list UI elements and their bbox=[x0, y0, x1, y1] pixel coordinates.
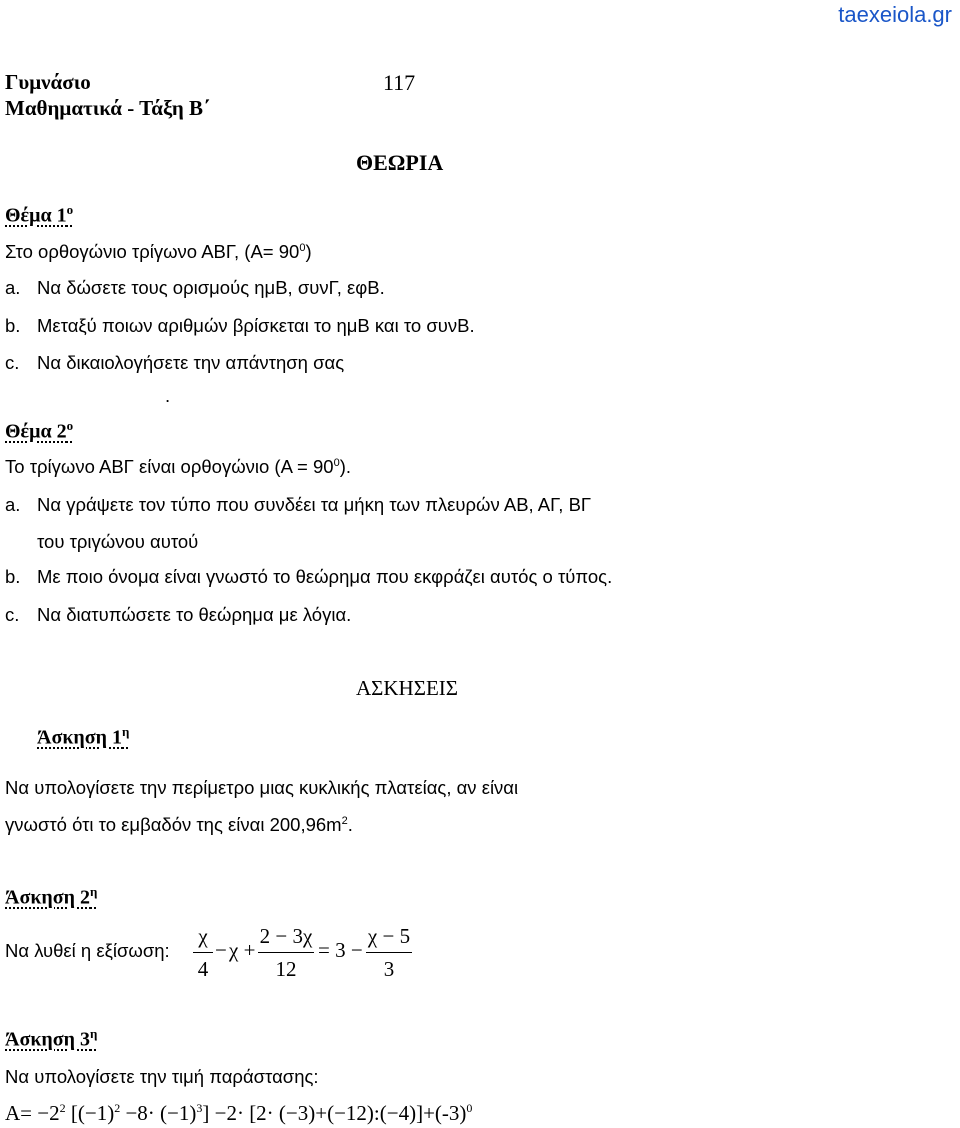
fraction-bar bbox=[366, 952, 412, 953]
ex2-minus: − bbox=[215, 938, 227, 962]
item-text: Να δικαιολογήσετε την απάντηση σας bbox=[37, 352, 345, 373]
expr-sup: 2 bbox=[59, 1101, 66, 1115]
topic2-intro bbox=[5, 456, 351, 478]
topic1-heading bbox=[5, 202, 73, 228]
item-text: Μεταξύ ποιων αριθμών βρίσκεται το ημΒ και το συνΒ. bbox=[37, 315, 475, 336]
fraction-denominator: 12 bbox=[275, 957, 297, 981]
fraction-numerator: χ bbox=[198, 924, 208, 948]
ex1-sup: η bbox=[122, 724, 130, 739]
ex1-line2-text: γνωστό ότι το εμβαδόν της είναι 200,96m bbox=[5, 814, 342, 835]
ex2-equals: = 3 − bbox=[318, 938, 363, 962]
item-text: Να διατυπώσετε το θεώρημα με λόγια. bbox=[37, 604, 352, 625]
topic2-label: Θέμα 2 bbox=[5, 420, 67, 443]
ex2-fraction-2 bbox=[258, 922, 314, 983]
ex3-expression bbox=[5, 1101, 472, 1126]
topic2-item-b bbox=[5, 566, 612, 588]
ex2-heading bbox=[5, 884, 97, 910]
topic2-intro-sup: 0 bbox=[333, 456, 340, 469]
ex2-label: Άσκηση 2 bbox=[5, 886, 91, 909]
item-label: c. bbox=[5, 352, 20, 373]
topic1-intro-end: ) bbox=[305, 241, 312, 262]
expr-part: −8· (−1) bbox=[120, 1101, 197, 1125]
item-label: a. bbox=[5, 494, 21, 515]
expr-sup: 3 bbox=[196, 1101, 203, 1115]
fraction-numerator: 2 − 3χ bbox=[259, 924, 313, 948]
item-text: Με ποιο όνομα είναι γνωστό το θεώρημα που εκφράζει αυτός ο τύπος. bbox=[37, 566, 613, 587]
expr-part: ] −2· [2· (−3)+(−12):(−4)]+(-3) bbox=[202, 1101, 467, 1125]
theory-title: ΘΕΩΡΙΑ bbox=[356, 150, 444, 175]
item-label: b. bbox=[5, 315, 21, 336]
header-school: Γυμνάσιο bbox=[5, 70, 91, 94]
page-number: 117 bbox=[383, 70, 416, 95]
site-watermark: taexeiola.gr bbox=[838, 2, 952, 27]
item-label: a. bbox=[5, 277, 21, 298]
expr-sup: 2 bbox=[114, 1101, 121, 1115]
header-subject: Μαθηματικά - Τάξη Β΄ bbox=[5, 96, 211, 120]
ex1-line1: Να υπολογίσετε την περίμετρο μιας κυκλικής πλατείας, αν είναι bbox=[5, 777, 519, 798]
ex1-line2-end: . bbox=[347, 814, 353, 835]
topic2-sup: ο bbox=[66, 418, 74, 433]
stray-dot: . bbox=[165, 385, 171, 406]
item-text: Να δώσετε τους ορισμούς ημΒ, συνΓ, εφΒ. bbox=[37, 277, 385, 298]
ex3-label: Άσκηση 3 bbox=[5, 1028, 91, 1051]
ex2-sup: η bbox=[90, 884, 98, 899]
ex1-line2-sup: 2 bbox=[341, 814, 348, 827]
ex2-prompt: Να λυθεί η εξίσωση: bbox=[5, 940, 170, 961]
topic2-item-a bbox=[5, 494, 591, 516]
ex3-sup: η bbox=[90, 1026, 98, 1041]
ex1-label: Άσκηση 1 bbox=[37, 726, 123, 749]
ex3-prompt: Να υπολογίσετε την τιμή παράστασης: bbox=[5, 1066, 319, 1087]
ex1-line2 bbox=[5, 814, 353, 836]
ex2-fraction-3 bbox=[366, 922, 412, 983]
fraction-denominator: 3 bbox=[383, 957, 395, 981]
expr-part: [(−1) bbox=[65, 1101, 115, 1125]
fraction-bar bbox=[258, 952, 314, 953]
topic1-item-a bbox=[5, 277, 385, 299]
topic2-intro-end: ). bbox=[339, 456, 352, 477]
ex3-heading bbox=[5, 1026, 97, 1052]
item-label: c. bbox=[5, 604, 20, 625]
topic2-item-a-cont: του τριγώνου αυτού bbox=[37, 531, 199, 552]
topic1-intro-sup: 0 bbox=[299, 241, 306, 254]
fraction-denominator: 4 bbox=[197, 957, 209, 981]
topic1-intro bbox=[5, 241, 312, 263]
topic1-label: Θέμα 1 bbox=[5, 204, 67, 227]
topic2-heading bbox=[5, 418, 73, 444]
topic1-sup: ο bbox=[66, 202, 74, 217]
fraction-bar bbox=[193, 952, 213, 953]
ex1-heading bbox=[37, 724, 129, 750]
topic1-item-c bbox=[5, 352, 344, 374]
fraction-numerator: χ − 5 bbox=[367, 924, 411, 948]
topic2-intro-text: Το τρίγωνο ΑΒΓ είναι ορθογώνιο (Α = 90 bbox=[5, 456, 334, 477]
topic1-intro-text: Στο ορθογώνιο τρίγωνο ΑΒΓ, (Α= 90 bbox=[5, 241, 300, 262]
ex2-fraction-1 bbox=[193, 922, 213, 983]
topic2-item-c bbox=[5, 604, 351, 626]
item-label: b. bbox=[5, 566, 21, 587]
topic1-item-b bbox=[5, 315, 475, 337]
ex2-middle-term: χ + bbox=[229, 938, 256, 962]
item-text: Να γράψετε τον τύπο που συνδέει τα μήκη των πλευρών ΑΒ, ΑΓ, ΒΓ bbox=[37, 494, 592, 515]
expr-part: A= −2 bbox=[5, 1101, 60, 1125]
exercises-title: ΑΣΚΗΣΕΙΣ bbox=[356, 676, 458, 700]
expr-sup: 0 bbox=[466, 1101, 473, 1115]
